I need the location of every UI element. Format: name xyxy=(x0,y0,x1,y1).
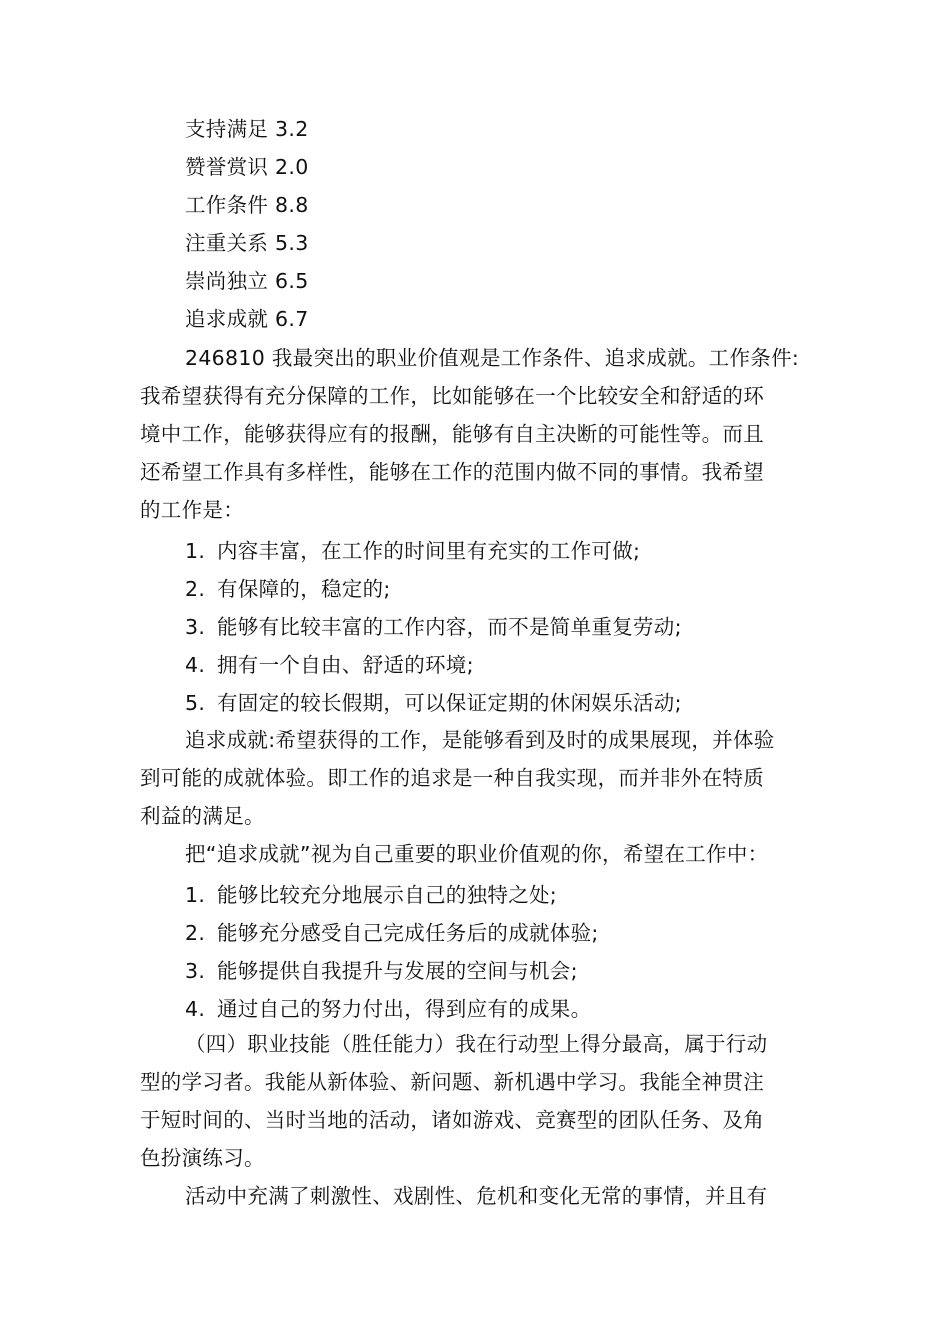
list-item: 3. 能够提供自我提升与发展的空间与机会; xyxy=(185,959,578,983)
list-item: 1. 能够比较充分地展示自己的独特之处; xyxy=(185,883,558,907)
list-item: 2. 有保障的，稳定的; xyxy=(185,577,391,601)
paragraph-line: 到可能的成就体验。即工作的追求是一种自我实现，而并非外在特质 xyxy=(140,766,764,790)
paragraph-line: 的工作是： xyxy=(140,498,244,522)
score-line: 支持满足 3.2 xyxy=(185,117,309,141)
score-line: 崇尚独立 6.5 xyxy=(185,269,309,293)
paragraph-line: 246810 我最突出的职业价值观是工作条件、追求成就。工作条件: xyxy=(185,346,800,370)
paragraph-line: 色扮演练习。 xyxy=(140,1146,265,1170)
list-item: 3. 能够有比较丰富的工作内容，而不是简单重复劳动; xyxy=(185,615,682,639)
list-item: 4. 拥有一个自由、舒适的环境; xyxy=(185,653,474,677)
score-line: 追求成就 6.7 xyxy=(185,307,309,331)
score-line: 注重关系 5.3 xyxy=(185,231,309,255)
score-line: 赞誉赏识 2.0 xyxy=(185,155,309,179)
paragraph-line: 我希望获得有充分保障的工作，比如能够在一个比较安全和舒适的环 xyxy=(140,384,764,408)
paragraph-line: （四）职业技能（胜任能力）我在行动型上得分最高，属于行动 xyxy=(185,1032,768,1056)
paragraph-line: 活动中充满了刺激性、戏剧性、危机和变化无常的事情，并且有 xyxy=(185,1184,768,1208)
paragraph-line: 追求成就:希望获得的工作，是能够看到及时的成果展现，并体验 xyxy=(185,728,775,752)
paragraph-line: 把“追求成就”视为自己重要的职业价值观的你，希望在工作中： xyxy=(185,842,769,866)
list-item: 5. 有固定的较长假期，可以保证定期的休闲娱乐活动; xyxy=(185,691,682,715)
paragraph-line: 利益的满足。 xyxy=(140,804,265,828)
list-item: 1. 内容丰富，在工作的时间里有充实的工作可做; xyxy=(185,539,641,563)
paragraph-line: 还希望工作具有多样性，能够在工作的范围内做不同的事情。我希望 xyxy=(140,460,764,484)
paragraph-line: 境中工作，能够获得应有的报酬，能够有自主决断的可能性等。而且 xyxy=(140,422,764,446)
list-item: 2. 能够充分感受自己完成任务后的成就体验; xyxy=(185,921,599,945)
paragraph-line: 于短时间的、当时当地的活动，诸如游戏、竞赛型的团队任务、及角 xyxy=(140,1108,764,1132)
score-line: 工作条件 8.8 xyxy=(185,193,309,217)
paragraph-line: 型的学习者。我能从新体验、新问题、新机遇中学习。我能全神贯注 xyxy=(140,1070,764,1094)
list-item: 4. 通过自己的努力付出，得到应有的成果。 xyxy=(185,997,592,1021)
